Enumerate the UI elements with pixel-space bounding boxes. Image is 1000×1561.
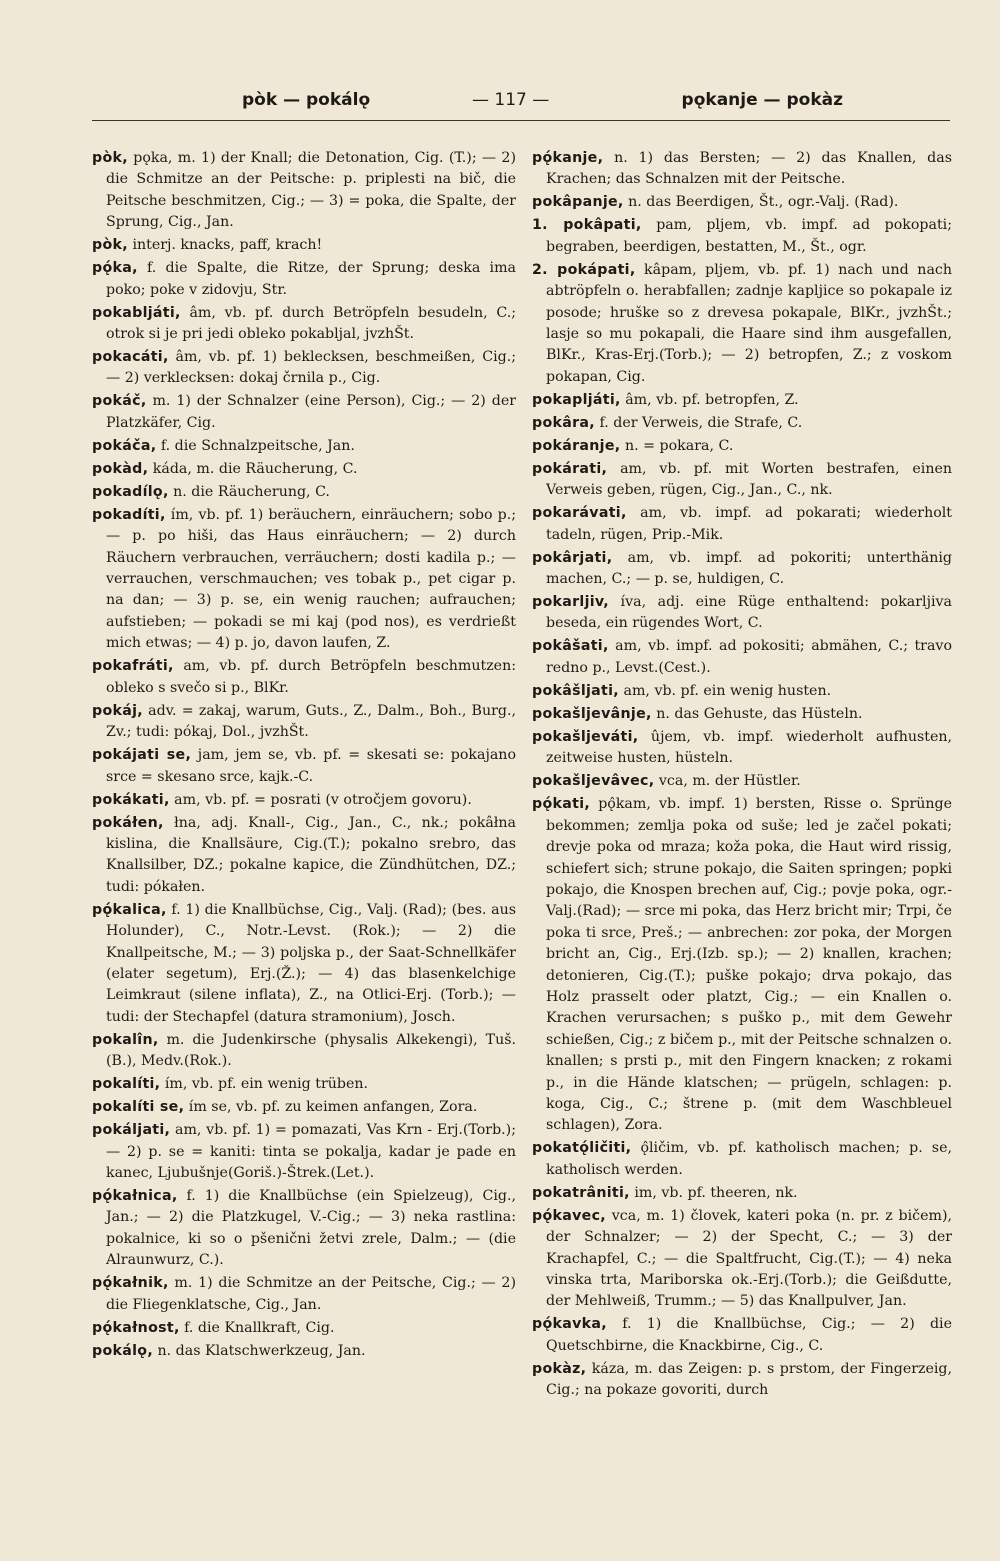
entry-definition: kâpam, pljem, vb. pf. 1) nach und nach abtröpfeln o. herabfallen; zadnje kapljice so pokapale iz posode; hruške so z drevesa pokapale, BlKr., jvzhŠt.; lasje so mu pokapali, die Haare sind ihm ausgefallen, BlKr., Kras-Erj.(Torb.); — 2) betropfen, Z.; z voskom pokapan, Cig.: [546, 261, 952, 385]
dictionary-entry: [92, 1030, 516, 1073]
entry-definition: im, vb. pf. theeren, nk.: [629, 1184, 798, 1201]
entry-headword: pòk,: [92, 237, 128, 254]
entry-definition: n. das Gehuste, das Hüsteln.: [651, 705, 863, 722]
entry-headword: pǫ́kałnost,: [92, 1319, 180, 1336]
entry-definition: am, vb. pf. 1) = pomazati, Vas Krn - Erj.(Torb.); — 2) p. se = kaniti: tinta se pokalja, kadar je pade en kanec, Ljubušnje(Goriš.)-Štrek.(Let.).: [106, 1122, 516, 1181]
entry-headword: pǫ́kati,: [532, 796, 591, 813]
entry-definition: am, vb. impf. ad pokoriti; unterthänig machen, C.; — p. se, huldigen, C.: [546, 549, 952, 588]
entry-headword: pokârjati,: [532, 549, 613, 566]
dictionary-entry: [92, 391, 516, 434]
entry-definition: ím se, vb. pf. zu keimen anfangen, Zora.: [184, 1099, 478, 1116]
dictionary-entry: [92, 459, 516, 480]
entry-headword: pokájati se,: [92, 747, 192, 764]
entry-definition: káza, m. das Zeigen: p. s prstom, der Fingerzeig, Cig.; na pokaze govoriti, durch: [546, 1360, 952, 1399]
entry-definition: âm, vb. pf. 1) beklecksen, beschmeißen, Cig.; — 2) verklecksen: dokaj črnila p., Cig.: [106, 349, 516, 387]
dictionary-entry: [532, 592, 952, 635]
dictionary-entry: [532, 636, 952, 679]
dictionary-entry: [92, 701, 516, 744]
entry-definition: am, vb. pf. = posrati (v otročjem govoru).: [169, 791, 472, 808]
dictionary-entry: [532, 503, 952, 546]
entry-definition: am, vb. pf. mit Worten bestrafen, einen Verweis geben, rügen, Cig., Jan., C., nk.: [546, 460, 952, 499]
entry-headword: pokafráti,: [92, 658, 174, 675]
entry-headword: pǫ́kanje,: [532, 150, 604, 166]
entry-headword: pokáljati,: [92, 1122, 171, 1139]
entry-definition: n. das Beerdigen, Št., ogr.-Valj. (Rad).: [623, 194, 899, 211]
dictionary-entry: [92, 1186, 516, 1272]
right-column: [532, 148, 952, 1403]
entry-definition: adv. = zakaj, warum, Guts., Z., Dalm., Boh., Burg., Zv.; tudi: pókaj, Dol., jvzhŠt.: [106, 702, 516, 741]
entry-headword: pokarljiv,: [532, 594, 609, 611]
dictionary-entry: [532, 1314, 952, 1357]
entry-headword: pokáłen,: [92, 814, 164, 831]
entry-headword: pǫ́kałnica,: [92, 1187, 178, 1204]
dictionary-entry: [532, 548, 952, 591]
dictionary-entry: [92, 813, 516, 899]
entry-definition: ím, vb. pf. ein wenig trüben.: [160, 1076, 368, 1093]
entry-definition: jam, jem se, vb. pf. = skesati se: pokajano srce = skesano srce, kajk.-C.: [106, 747, 516, 785]
dictionary-entry: [92, 1341, 516, 1362]
dictionary-entry: [532, 794, 952, 1137]
dictionary-entry: [532, 260, 952, 388]
left-column: [92, 148, 516, 1364]
entry-headword: pǫ́kavec,: [532, 1207, 606, 1224]
dictionary-entry: [92, 505, 516, 655]
entry-headword: pǫ́kałnik,: [92, 1275, 169, 1292]
entry-definition: pam, pljem, vb. impf. ad pokopati; begraben, beerdigen, bestatten, M., Št., ogr.: [546, 217, 952, 255]
dictionary-entry: [532, 459, 952, 502]
entry-definition: ǫ̂ličim, vb. pf. katholisch machen; p. se, katholisch werden.: [546, 1140, 952, 1178]
dictionary-entry: [92, 790, 516, 811]
entry-definition: âm, vb. pf. betropfen, Z.: [620, 391, 799, 408]
dictionary-entry: [532, 1138, 952, 1181]
entry-definition: f. die Schnalzpeitsche, Jan.: [156, 437, 355, 454]
dictionary-entry: [92, 258, 516, 301]
dictionary-entry: [532, 413, 952, 434]
entry-headword: pokàz,: [532, 1360, 587, 1377]
entry-headword: pokáranje,: [532, 437, 621, 454]
page-header: [92, 86, 948, 120]
entry-definition: am, vb. pf. ein wenig husten.: [619, 682, 832, 699]
entry-headword: pokàd,: [92, 460, 149, 477]
dictionary-entry: [92, 1097, 516, 1118]
entry-headword: pokákati,: [92, 791, 170, 808]
entry-definition: f. 1) die Knallbüchse, Cig., Valj. (Rad); (bes. aus Holunder), C., Notr.-Levst. (Rok.); — 2) die Knallpeitsche, M.; — 3) poljska p., der Saat-Schnellkäfer (elater segetum), Erj.(Ž.); — 4) das blasenkelchige Leimkraut (silene inflata), Z., na Otlici-Erj. (Torb.); — tudi: der Stechapfel (datura stramonium), Josch.: [106, 901, 516, 1025]
entry-definition: interj. knacks, paff, krach!: [127, 237, 323, 254]
entry-definition: n. 1) das Bersten; — 2) das Knallen, das Krachen; das Schnalzen mit der Peitsche.: [546, 150, 952, 188]
dictionary-entry: [92, 347, 516, 390]
entry-definition: m. 1) der Schnalzer (eine Person), Cig.; — 2) der Platzkäfer, Cig.: [106, 393, 516, 431]
entry-definition: am, vb. impf. ad pokositi; abmähen, C.; travo redno p., Levst.(Cest.).: [546, 638, 952, 676]
dictionary-entry: [92, 303, 516, 346]
dictionary-entry: [92, 1120, 516, 1184]
entry-definition: f. der Verweis, die Strafe, C.: [594, 414, 803, 431]
entry-definition: pǫka, m. 1) der Knall; die Detonation, Cig. (T.); — 2) die Schmitze an der Peitsche: p. priplesti na bič, die Peitsche beschmitzen, Cig.; — 3) = poka, die Spalte, der Sprung, Cig., Jan.: [106, 150, 516, 231]
entry-definition: f. 1) die Knallbüchse, Cig.; — 2) die Quetschbirne, die Knackbirne, Cig., C.: [546, 1316, 952, 1354]
entry-headword: pokâšati,: [532, 638, 609, 655]
entry-headword: pokapljáti,: [532, 391, 621, 408]
entry-definition: m. die Judenkirsche (physalis Alkekengi), Tuš.(B.), Medv.(Rok.).: [106, 1031, 516, 1070]
dictionary-entry: [92, 656, 516, 699]
entry-headword: pokáča,: [92, 437, 157, 454]
entry-headword: pǫ́kavka,: [532, 1316, 607, 1333]
dictionary-entry: [532, 215, 952, 258]
entry-definition: f. die Spalte, die Ritze, der Sprung; deska ima poko; poke v zidovju, Str.: [106, 260, 516, 298]
entry-definition: ûjem, vb. impf. wiederholt aufhusten, zeitweise husten, hüsteln.: [546, 728, 952, 767]
entry-definition: pǫ̂kam, vb. impf. 1) bersten, Risse o. Sprünge bekommen; zemlja poka od suše; led je začel pokati; drevje poka od mraza; koža poka, die Haut wird rissig, schiefert sich; strune pokajo, die Saiten springen; popki pokajo, die Knospen brechen auf, Cig.; povje poka, ogr.-Valj.(Rad); — srce mi poka, das Herz bricht mir; Trpi, če poka ti srce, Preš.; — anbrechen: zor poka, der Morgen bricht an, Cig., Erj.(Izb. sp.); — 2) knallen, krachen; detonieren, Cig.(T.); puške pokajo; drva pokajo, das Holz prasselt oder platzt, Cig.; — ein Knallen o. Krachen verursachen; s puško p., mit dem Gewehr schießen, Cig.; z bičem p., mit der Peitsche schnalzen o. knallen; s prsti p., mit den Fingern knacken; z rokami p., in die Hände klatschen; — prügeln, schlagen: p. koga, Cig., C.; štrene p. (mit dem Waschbleuel schlagen), Zora.: [546, 796, 952, 1134]
dictionary-entry: [92, 148, 516, 234]
entry-headword: pokatrâniti,: [532, 1184, 630, 1201]
dictionary-entry: [532, 727, 952, 770]
entry-headword: pokâpanje,: [532, 194, 624, 211]
dictionary-entry: [92, 1318, 516, 1339]
entry-headword: 1. pokâpati,: [532, 217, 642, 234]
entry-headword: pokadílǫ,: [92, 483, 169, 500]
entry-definition: am, vb. impf. ad pokarati; wiederholt tadeln, rügen, Prip.-Mik.: [546, 505, 952, 543]
entry-headword: pokašljevâvec,: [532, 773, 655, 790]
entry-definition: ím, vb. pf. 1) beräuchern, einräuchern; sobo p.; — p. po hiši, das Haus einräuchern; — 2) durch Räuchern verbrauchen, verräuchern; dosti kadila p.; — verrauchen, verschmauchen; ves tobak p., pet cigar p. na dan; — 3) p. se, ein wenig rauchen; aufrauchen; aufstieben; — pokadi se mi kaj (pod nos), es verdrießt mich etwas; — 4) p. jo, davon laufen, Z.: [106, 506, 516, 652]
entry-definition: f. 1) die Knallbüchse (ein Spielzeug), Cig., Jan.; — 2) die Platzkugel, V.-Cig.; — 3) neka rastlina: pokalnice, ki so o pšenični žetvi zrele, Dalm.; — (die Alraunwurz, C.).: [106, 1187, 516, 1269]
dictionary-entry: [92, 235, 516, 256]
entry-definition: n. die Räucherung, C.: [168, 483, 330, 500]
entry-definition: âm, vb. pf. durch Betröpfeln besudeln, C.; otrok si je pri jedi obleko pokabljal, jvzhŠt.: [106, 304, 516, 343]
dictionary-entry: [92, 1273, 516, 1316]
entry-definition: m. 1) die Schmitze an der Peitsche, Cig.; — 2) die Fliegenklatsche, Cig., Jan.: [106, 1275, 516, 1313]
entry-headword: pokálǫ,: [92, 1342, 154, 1359]
header-rule: [92, 120, 950, 121]
entry-headword: pokâšljati,: [532, 682, 619, 699]
dictionary-entry: [532, 1359, 952, 1402]
entry-definition: vca, m. der Hüstler.: [654, 773, 801, 790]
entry-definition: f. die Knallkraft, Cig.: [179, 1319, 335, 1336]
entry-definition: vca, m. 1) človek, kateri poka (n. pr. z bičem), der Schnalzer; — 2) der Specht, C.; — 3) der Krachapfel, C.; — die Spaltfrucht, Cig.(T.); — 4) neka vinska trta, Mariborska ok.-Erj.(Torb.); die Geißdutte, der Mehlweiß, Trumm.; — 5) das Knallpulver, Jan.: [546, 1207, 952, 1310]
dictionary-entry: [532, 148, 952, 191]
dictionary-entry: [532, 1206, 952, 1313]
dictionary-entry: [92, 482, 516, 503]
dictionary-entry: [532, 436, 952, 457]
dictionary-entry: [532, 1183, 952, 1204]
entry-headword: 2. pokápati,: [532, 261, 636, 278]
entry-definition: íva, adj. eine Rüge enthaltend: pokarljiva beseda, ein rügendes Wort, C.: [546, 594, 952, 632]
dictionary-entry: [532, 681, 952, 702]
page-number: — 117 —: [472, 90, 550, 110]
entry-headword: pokacáti,: [92, 349, 169, 366]
entry-headword: pǫ́kalica,: [92, 901, 167, 918]
dictionary-entry: [92, 745, 516, 788]
entry-headword: pokárati,: [532, 460, 608, 477]
dictionary-entry: [92, 900, 516, 1028]
header-left-guideword: pòk — pokálǫ: [242, 90, 371, 110]
entry-definition: łna, adj. Knall-, Cig., Jan., C., nk.; pokâłna kislina, die Knallsäure, Cig.(T.); pokalno srebro, das Knallsilber, DZ.; pokalne kapice, die Zündhütchen, DZ.; tudi: pókałen.: [106, 814, 516, 895]
entry-definition: n. = pokara, C.: [620, 437, 734, 454]
dictionary-entry: [532, 704, 952, 725]
dictionary-entry: [92, 436, 516, 457]
entry-headword: pokašljevânje,: [532, 705, 652, 722]
dictionary-entry: [532, 390, 952, 411]
entry-headword: pokalíti,: [92, 1076, 161, 1093]
entry-headword: pòk,: [92, 150, 128, 166]
entry-headword: pokadíti,: [92, 506, 166, 523]
entry-definition: am, vb. pf. durch Betröpfeln beschmutzen: obleko s svečo si p., BlKr.: [106, 658, 516, 696]
entry-headword: pokarávati,: [532, 505, 627, 522]
entry-headword: pokabljáti,: [92, 304, 181, 321]
entry-headword: pǫ́ka,: [92, 260, 138, 277]
dictionary-entry: [92, 1074, 516, 1095]
entry-headword: pokalíti se,: [92, 1099, 185, 1116]
entry-headword: pokáj,: [92, 702, 143, 719]
entry-definition: káda, m. die Räucherung, C.: [148, 460, 358, 477]
entry-headword: pokalîn,: [92, 1031, 159, 1048]
entry-headword: pokáč,: [92, 393, 147, 410]
dictionary-entry: [532, 771, 952, 792]
entry-headword: pokatǫ́ličiti,: [532, 1140, 632, 1157]
entry-headword: pokašljeváti,: [532, 728, 639, 745]
dictionary-entry: [532, 192, 952, 213]
header-right-guideword: pǫkanje — pokàz: [681, 90, 843, 110]
entry-definition: n. das Klatschwerkzeug, Jan.: [153, 1342, 366, 1359]
entry-headword: pokâra,: [532, 414, 595, 431]
